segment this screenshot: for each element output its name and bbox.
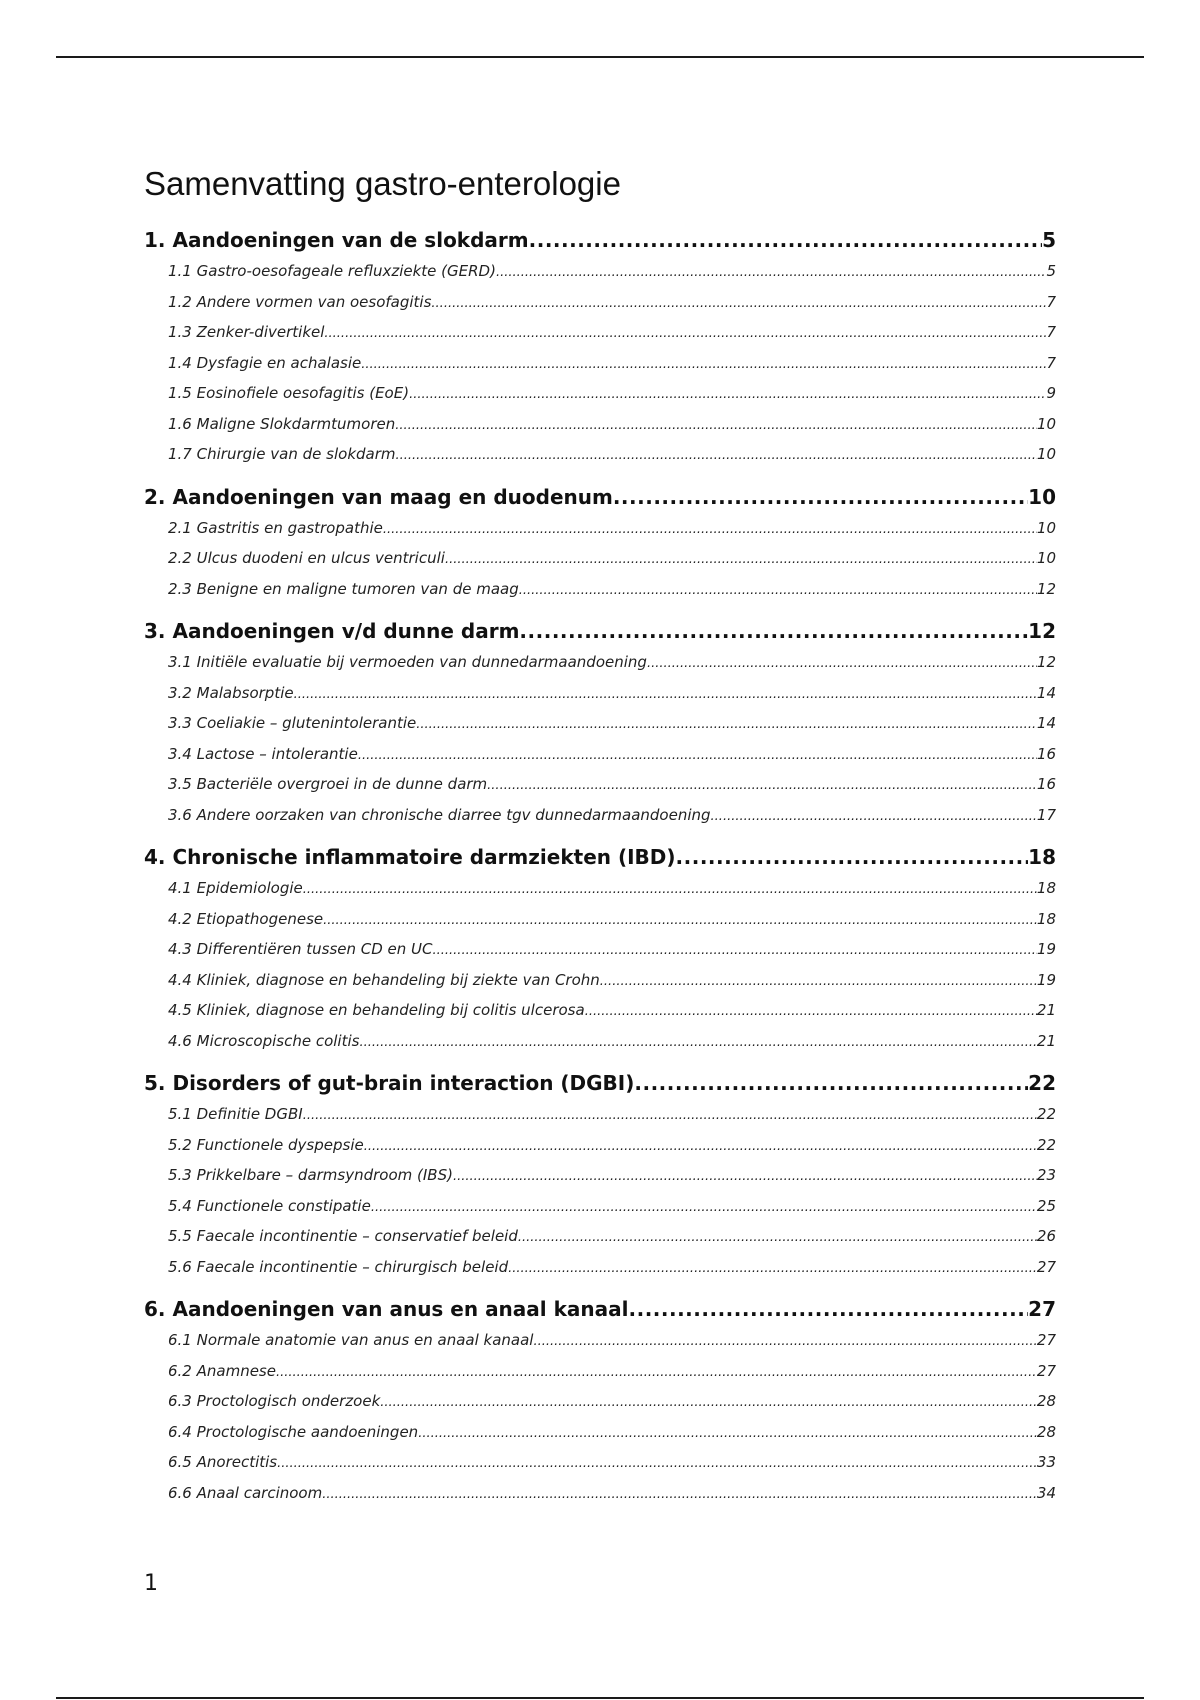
toc-chapter-entry-label: 1. Aandoeningen van de slokdarm: [144, 228, 529, 252]
toc-chapter-entry[interactable]: [144, 481, 1056, 513]
toc-section-entry[interactable]: [144, 1026, 1056, 1057]
toc-section-entry[interactable]: [144, 256, 1056, 287]
toc-section-entry-page-number: 22: [1036, 1105, 1056, 1123]
toc-chapter: [144, 615, 1056, 830]
dot-leader: [396, 441, 1037, 470]
toc-section-entry-label: 4.1 Epidemiologie: [168, 879, 303, 897]
dot-leader: [395, 411, 1037, 440]
toc-chapter-entry-label: 5. Disorders of gut-brain interaction (DGBI): [144, 1071, 635, 1095]
dot-leader: [634, 1067, 1028, 1099]
toc-chapter: [144, 1293, 1056, 1508]
toc-section-entry[interactable]: [144, 1447, 1056, 1478]
toc-chapter-entry-page-number: 12: [1028, 619, 1056, 643]
dot-leader: [433, 936, 1037, 965]
toc-section-entry-label: 3.3 Coeliakie – glutenintolerantie: [168, 714, 417, 732]
toc-section-entry-label: 1.4 Dysfagie en achalasie: [168, 353, 362, 372]
toc-section-entry[interactable]: [144, 543, 1056, 574]
toc-section-entry[interactable]: [144, 513, 1056, 544]
dot-leader: [533, 1327, 1036, 1356]
dot-leader: [364, 1132, 1037, 1161]
toc-section-entry-page-number: 10: [1036, 549, 1056, 567]
toc-section-entry-label: 1.7 Chirurgie van de slokdarm: [168, 445, 396, 463]
toc-section-entry[interactable]: [144, 1160, 1056, 1191]
toc-section-entry[interactable]: [144, 378, 1056, 409]
toc-section-entry[interactable]: [144, 995, 1056, 1026]
dot-leader: [418, 1419, 1037, 1448]
dot-leader: [445, 545, 1037, 574]
toc-chapter-entry-page-number: 5: [1042, 228, 1056, 252]
toc-section-entry-label: 6.2 Anamnese: [168, 1361, 276, 1380]
toc-chapter-entry[interactable]: [144, 1067, 1056, 1099]
toc-section-entry-label: 6.6 Anaal carcinoom: [168, 1483, 323, 1502]
toc-section-entry-label: 5.2 Functionele dyspepsie: [168, 1135, 364, 1154]
toc-section-entry-label: 5.4 Functionele constipatie: [168, 1196, 371, 1215]
toc-section-entry[interactable]: [144, 1130, 1056, 1161]
toc-section-entry[interactable]: [144, 1099, 1056, 1130]
toc-section-entry-page-number: 27: [1036, 1361, 1056, 1380]
toc-section-entry-label: 2.2 Ulcus duodeni en ulcus ventriculi: [168, 549, 445, 567]
dot-leader: [600, 967, 1037, 996]
toc-chapter: [144, 841, 1056, 1056]
toc-section-entry[interactable]: [144, 1325, 1056, 1356]
toc-section-entry-label: 1.2 Andere vormen van oesofagitis: [168, 292, 432, 311]
toc-section-entry-label: 4.2 Etiopathogenese: [168, 909, 324, 928]
toc-section-entry-page-number: 16: [1036, 775, 1056, 793]
toc-section-entry-label: 3.5 Bacteriële overgroei in de dunne darm: [168, 775, 488, 793]
toc-section-entry[interactable]: [144, 1356, 1056, 1387]
toc-section-entry-page-number: 7: [1046, 292, 1056, 311]
toc-section-entry-page-number: 22: [1036, 1135, 1056, 1154]
toc-section-entry-page-number: 23: [1036, 1166, 1056, 1184]
toc-chapter: [144, 481, 1056, 605]
toc-section-entry-page-number: 19: [1036, 940, 1056, 958]
dot-leader: [518, 1223, 1037, 1252]
toc-section-entry[interactable]: [144, 317, 1056, 348]
dot-leader: [380, 1388, 1037, 1417]
toc-section-entry-page-number: 34: [1036, 1483, 1056, 1502]
toc-section-entry[interactable]: [144, 287, 1056, 318]
toc-section-entry[interactable]: [144, 1478, 1056, 1509]
toc-section-entry-label: 1.6 Maligne Slokdarmtumoren: [168, 414, 396, 433]
toc-section-entry-label: 5.6 Faecale incontinentie – chirurgisch beleid: [168, 1257, 509, 1276]
toc-section-entry-page-number: 7: [1046, 323, 1056, 341]
toc-section-entry-label: 5.3 Prikkelbare – darmsyndroom (IBS): [168, 1166, 453, 1184]
toc-section-entry-label: 1.1 Gastro-oesofageale refluxziekte (GERD): [168, 262, 496, 280]
toc-section-entry-page-number: 10: [1036, 445, 1056, 463]
toc-section-entry[interactable]: [144, 708, 1056, 739]
toc-section-entry-label: 3.4 Lactose – intolerantie: [168, 744, 358, 763]
toc-section-entry[interactable]: [144, 934, 1056, 965]
page-number: 1: [144, 1571, 158, 1596]
toc-section-entry-page-number: 18: [1036, 909, 1056, 928]
toc-section-entry-page-number: 10: [1036, 518, 1056, 537]
dot-leader: [711, 802, 1037, 831]
toc-section-entry-page-number: 12: [1036, 653, 1056, 671]
table-of-contents: [144, 224, 1056, 1519]
toc-chapter-entry[interactable]: [144, 224, 1056, 256]
toc-section-entry[interactable]: [144, 1386, 1056, 1417]
dot-leader: [519, 576, 1037, 605]
toc-section-entry[interactable]: [144, 965, 1056, 996]
toc-chapter-entry-label: 6. Aandoeningen van anus en anaal kanaal: [144, 1297, 629, 1321]
dot-leader: [324, 319, 1046, 348]
dot-leader: [361, 350, 1046, 379]
dot-leader: [383, 515, 1037, 544]
toc-section-entry-label: 5.1 Definitie DGBI: [168, 1105, 303, 1123]
toc-section-entry[interactable]: [144, 1417, 1056, 1448]
dot-leader: [359, 1028, 1036, 1057]
toc-section-entry[interactable]: [144, 769, 1056, 800]
toc-section-entry-page-number: 28: [1036, 1392, 1056, 1410]
toc-section-entry-page-number: 17: [1036, 805, 1056, 824]
dot-leader: [323, 906, 1037, 935]
toc-section-entry-page-number: 33: [1036, 1453, 1056, 1471]
toc-section-entry-page-number: 12: [1036, 579, 1056, 598]
toc-chapter-entry-label: 4. Chronische inflammatoire darmziekten (IBD): [144, 845, 676, 869]
toc-section-entry-page-number: 27: [1036, 1257, 1056, 1276]
dot-leader: [519, 615, 1028, 647]
toc-section-entry[interactable]: [144, 439, 1056, 470]
toc-section-entry-label: 5.5 Faecale incontinentie – conservatief beleid: [168, 1227, 518, 1245]
toc-section-entry-label: 6.5 Anorectitis: [168, 1453, 278, 1471]
toc-section-entry[interactable]: [144, 574, 1056, 605]
toc-section-entry-label: 2.3 Benigne en maligne tumoren van de maag: [168, 579, 519, 598]
toc-chapter-entry-page-number: 10: [1028, 484, 1056, 509]
toc-section-entry[interactable]: [144, 409, 1056, 440]
toc-section-entry-label: 6.1 Normale anatomie van anus en anaal kanaal: [168, 1331, 534, 1349]
toc-section-entry-label: 3.6 Andere oorzaken van chronische diarree tgv dunnedarmaandoening: [168, 805, 711, 824]
dot-leader: [409, 380, 1046, 409]
toc-chapter-entry-page-number: 22: [1028, 1071, 1056, 1095]
toc-section-entry[interactable]: [144, 678, 1056, 709]
dot-leader: [676, 841, 1029, 873]
toc-section-entry-label: 2.1 Gastritis en gastropathie: [168, 518, 383, 537]
toc-chapter: [144, 224, 1056, 470]
toc-chapter-entry[interactable]: [144, 1293, 1056, 1325]
dot-leader: [487, 771, 1037, 800]
toc-section-entry[interactable]: [144, 647, 1056, 678]
footer-rule: [56, 1697, 1144, 1699]
toc-section-entry-page-number: 28: [1036, 1422, 1056, 1441]
toc-section-entry-page-number: 14: [1036, 683, 1056, 702]
toc-section-entry-page-number: 14: [1036, 714, 1056, 732]
dot-leader: [276, 1358, 1037, 1387]
toc-section-entry-label: 6.3 Proctologisch onderzoek: [168, 1392, 381, 1410]
dot-leader: [629, 1293, 1029, 1325]
toc-section-entry-page-number: 21: [1036, 1031, 1056, 1050]
dot-leader: [508, 1254, 1037, 1283]
dot-leader: [303, 875, 1037, 904]
toc-section-entry[interactable]: [144, 1221, 1056, 1252]
toc-chapter-entry[interactable]: [144, 841, 1056, 873]
dot-leader: [585, 997, 1037, 1026]
dot-leader: [529, 224, 1042, 256]
dot-leader: [453, 1162, 1037, 1191]
toc-section-entry-label: 1.5 Eosinofiele oesofagitis (EoE): [168, 384, 410, 402]
dot-leader: [431, 289, 1046, 318]
dot-leader: [277, 1449, 1037, 1478]
toc-section-entry-page-number: 10: [1036, 414, 1056, 433]
toc-section-entry-label: 3.2 Malabsorptie: [168, 683, 294, 702]
toc-section-entry[interactable]: [144, 348, 1056, 379]
toc-section-entry[interactable]: [144, 1252, 1056, 1283]
toc-section-entry-page-number: 7: [1046, 353, 1056, 372]
toc-section-entry-page-number: 25: [1036, 1196, 1056, 1215]
toc-section-entry-label: 4.6 Microscopische colitis: [168, 1031, 360, 1050]
dot-leader: [294, 680, 1037, 709]
toc-section-entry[interactable]: [144, 800, 1056, 831]
header-rule: [56, 56, 1144, 58]
dot-leader: [371, 1193, 1037, 1222]
toc-chapter-entry[interactable]: [144, 615, 1056, 647]
toc-section-entry-label: 4.3 Differentiëren tussen CD en UC: [168, 940, 433, 958]
toc-section-entry-page-number: 27: [1036, 1331, 1056, 1349]
document-title: Samenvatting gastro-enterologie: [144, 165, 621, 202]
toc-section-entry-label: 4.4 Kliniek, diagnose en behandeling bij ziekte van Crohn: [168, 970, 600, 989]
toc-section-entry-page-number: 9: [1046, 384, 1056, 402]
dot-leader: [496, 258, 1047, 287]
toc-section-entry[interactable]: [144, 873, 1056, 904]
toc-chapter: [144, 1067, 1056, 1282]
toc-chapter-entry-label: 3. Aandoeningen v/d dunne darm: [144, 619, 520, 643]
toc-chapter-entry-page-number: 27: [1028, 1297, 1056, 1321]
dot-leader: [303, 1101, 1037, 1130]
toc-section-entry-label: 6.4 Proctologische aandoeningen: [168, 1422, 419, 1441]
toc-section-entry[interactable]: [144, 739, 1056, 770]
toc-section-entry-page-number: 19: [1036, 970, 1056, 989]
toc-section-entry-label: 3.1 Initiële evaluatie bij vermoeden van dunnedarmaandoening: [168, 653, 647, 671]
toc-section-entry-page-number: 26: [1036, 1227, 1056, 1245]
dot-leader: [613, 481, 1028, 513]
dot-leader: [647, 649, 1037, 678]
dot-leader: [358, 741, 1037, 770]
toc-section-entry-page-number: 5: [1046, 262, 1056, 280]
toc-section-entry-label: 4.5 Kliniek, diagnose en behandeling bij colitis ulcerosa: [168, 1001, 585, 1019]
toc-section-entry-page-number: 21: [1036, 1001, 1056, 1019]
toc-chapter-entry-label: 2. Aandoeningen van maag en duodenum: [144, 484, 613, 509]
toc-section-entry-page-number: 18: [1036, 879, 1056, 897]
dot-leader: [416, 710, 1037, 739]
toc-section-entry-label: 1.3 Zenker-divertikel: [168, 323, 325, 341]
toc-chapter-entry-page-number: 18: [1028, 845, 1056, 869]
toc-section-entry[interactable]: [144, 1191, 1056, 1222]
toc-section-entry[interactable]: [144, 904, 1056, 935]
dot-leader: [322, 1480, 1037, 1509]
toc-section-entry-page-number: 16: [1036, 744, 1056, 763]
